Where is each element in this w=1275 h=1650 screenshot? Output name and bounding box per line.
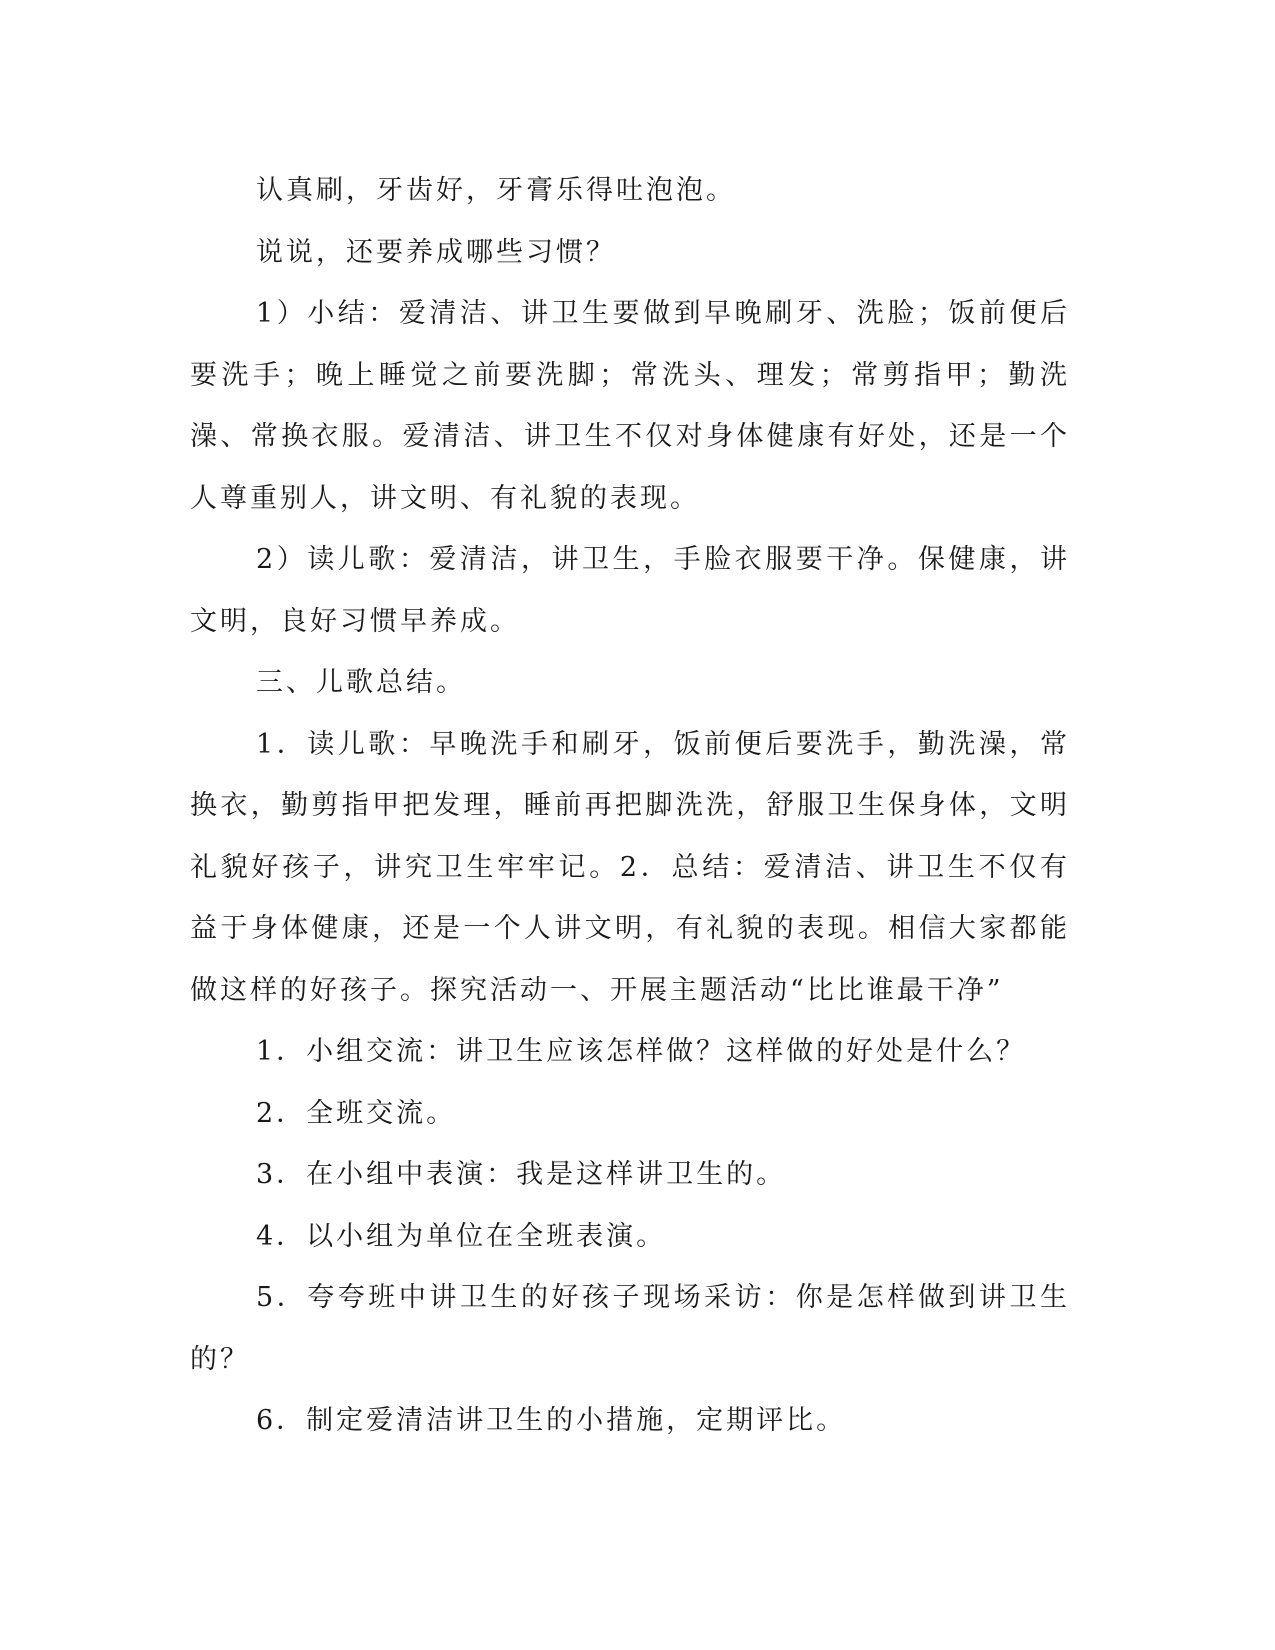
document-body bbox=[190, 160, 1070, 1452]
list-item-3: 3．在小组中表演：我是这样讲卫生的。 bbox=[256, 1159, 787, 1190]
list-item-5: 5．夸夸班中讲卫生的好孩子现场采访：你是怎样做到讲卫生的？ bbox=[190, 1282, 1070, 1375]
list-item-6: 6．制定爱清洁讲卫生的小措施，定期评比。 bbox=[256, 1405, 847, 1436]
list-item-1: 1．小组交流：讲卫生应该怎样做？这样做的好处是什么？ bbox=[256, 1036, 1027, 1067]
paragraph-question-habits: 说说，还要养成哪些习惯？ bbox=[256, 236, 616, 268]
list-item-4: 4．以小组为单位在全班表演。 bbox=[256, 1220, 667, 1252]
paragraph-summary-1: 1）小结：爱清洁、讲卫生要做到早晚刷牙、洗脸；饭前便后要洗手；晚上睡觉之前要洗脚；常洗头、理发；常剪指甲；勤洗澡、常换衣服。爱清洁、讲卫生不仅对身体健康有好处，还是一个人尊重别人，讲文明、有礼貌的表现。 bbox=[190, 298, 1070, 514]
list-item-2: 2．全班交流。 bbox=[256, 1097, 457, 1129]
paragraph-toothbrush-rhyme: 认真刷，牙齿好，牙膏乐得吐泡泡。 bbox=[256, 175, 736, 206]
section-heading-3: 三、儿歌总结。 bbox=[256, 667, 466, 698]
paragraph-rhyme-summary: 1．读儿歌：早晚洗手和刷牙，饭前便后要洗手，勤洗澡，常换衣，勤剪指甲把发理，睡前再把脚洗洗，舒服卫生保身体，文明礼貌好孩子，讲究卫生牢牢记。2．总结：爱清洁、讲卫生不仅有益于身体健康，还是一个人讲文明，有礼貌的表现。相信大家都能做这样的好孩子。探究活动一、开展主题活动“比比谁最干净” bbox=[190, 728, 1070, 1006]
paragraph-rhyme-2: 2）读儿歌：爱清洁，讲卫生，手脸衣服要干净。保健康，讲文明，良好习惯早养成。 bbox=[190, 544, 1070, 637]
